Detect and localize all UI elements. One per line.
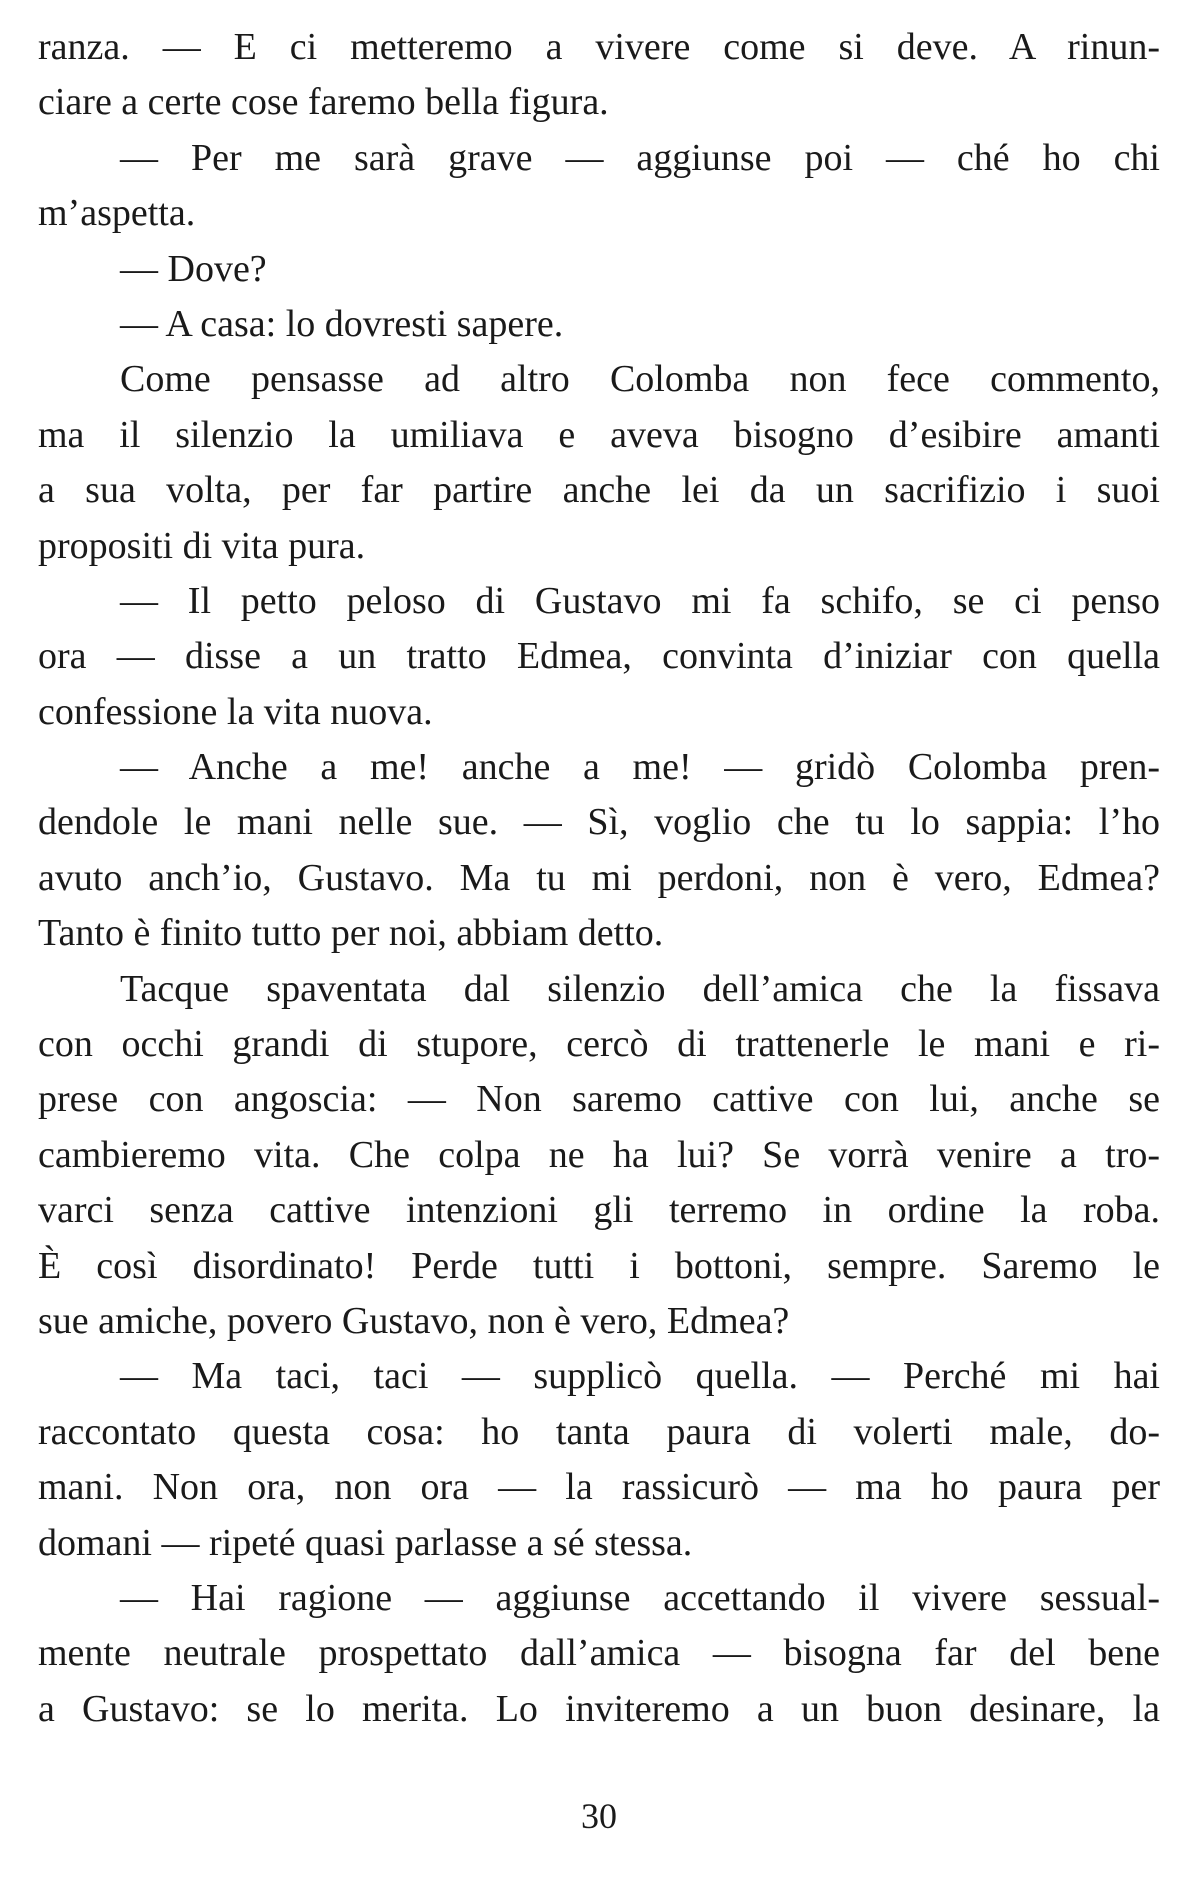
text-line: m’aspetta. (38, 192, 196, 235)
text-line: raccontato questa cosa: ho tanta paura di volerti male, do- (38, 1410, 1160, 1453)
text-line: Tanto è finito tutto per noi, abbiam detto. (38, 912, 664, 955)
page-number: 30 (581, 1796, 617, 1836)
text-line: — Ma taci, taci — supplicò quella. — Perché mi hai (120, 1355, 1160, 1398)
text-line: varci senza cattive intenzioni gli terremo in ordine la roba. (38, 1189, 1160, 1232)
text-line: a Gustavo: se lo merita. Lo inviteremo a un buon desinare, la (38, 1687, 1160, 1730)
text-line: È così disordinato! Perde tutti i bottoni, sempre. Saremo le (38, 1244, 1160, 1287)
text-line: — Il petto peloso di Gustavo mi fa schifo, se ci penso (120, 579, 1160, 622)
text-line: dendole le mani nelle sue. — Sì, voglio che tu lo sappia: l’ho (38, 801, 1160, 844)
text-line: sue amiche, povero Gustavo, non è vero, Edmea? (38, 1299, 790, 1342)
text-line: mani. Non ora, non ora — la rassicurò — ma ho paura per (38, 1466, 1160, 1509)
text-line: mente neutrale prospettato dall’amica — bisogna far del bene (38, 1632, 1160, 1675)
text-line: Tacque spaventata dal silenzio dell’amica che la fissava (120, 967, 1160, 1010)
text-line: — Anche a me! anche a me! — gridò Colomba pren- (120, 746, 1160, 789)
text-line: ma il silenzio la umiliava e aveva bisogno d’esibire amanti (38, 413, 1160, 456)
text-line: con occhi grandi di stupore, cercò di trattenerle le mani e ri- (38, 1023, 1160, 1066)
text-line: avuto anch’io, Gustavo. Ma tu mi perdoni, non è vero, Edmea? (38, 856, 1160, 899)
book-page (38, 20, 1160, 1861)
text-line: Come pensasse ad altro Colomba non fece commento, (120, 358, 1160, 401)
text-line: confessione la vita nuova. (38, 690, 433, 733)
text-line: cambieremo vita. Che colpa ne ha lui? Se vorrà venire a tro- (38, 1133, 1160, 1176)
text-line: ciare a certe cose faremo bella figura. (38, 81, 609, 124)
text-line: ranza. — E ci metteremo a vivere come si deve. A rinun- (38, 26, 1160, 68)
body-text (38, 20, 1160, 1737)
text-line: ora — disse a un tratto Edmea, convinta d’iniziar con quella (38, 635, 1160, 678)
text-line: a sua volta, per far partire anche lei da un sacrifizio i suoi (38, 469, 1160, 512)
text-line: domani — ripeté quasi parlasse a sé stessa. (38, 1521, 693, 1564)
text-line: — Hai ragione — aggiunse accettando il vivere sessual- (120, 1576, 1160, 1619)
text-line: — Dove? (120, 247, 267, 290)
text-line: — Per me sarà grave — aggiunse poi — ché ho chi (120, 136, 1160, 179)
text-line: propositi di vita pura. (38, 524, 366, 567)
text-line: prese con angoscia: — Non saremo cattive con lui, anche se (38, 1078, 1160, 1121)
text-line: — A casa: lo dovresti sapere. (120, 302, 564, 345)
